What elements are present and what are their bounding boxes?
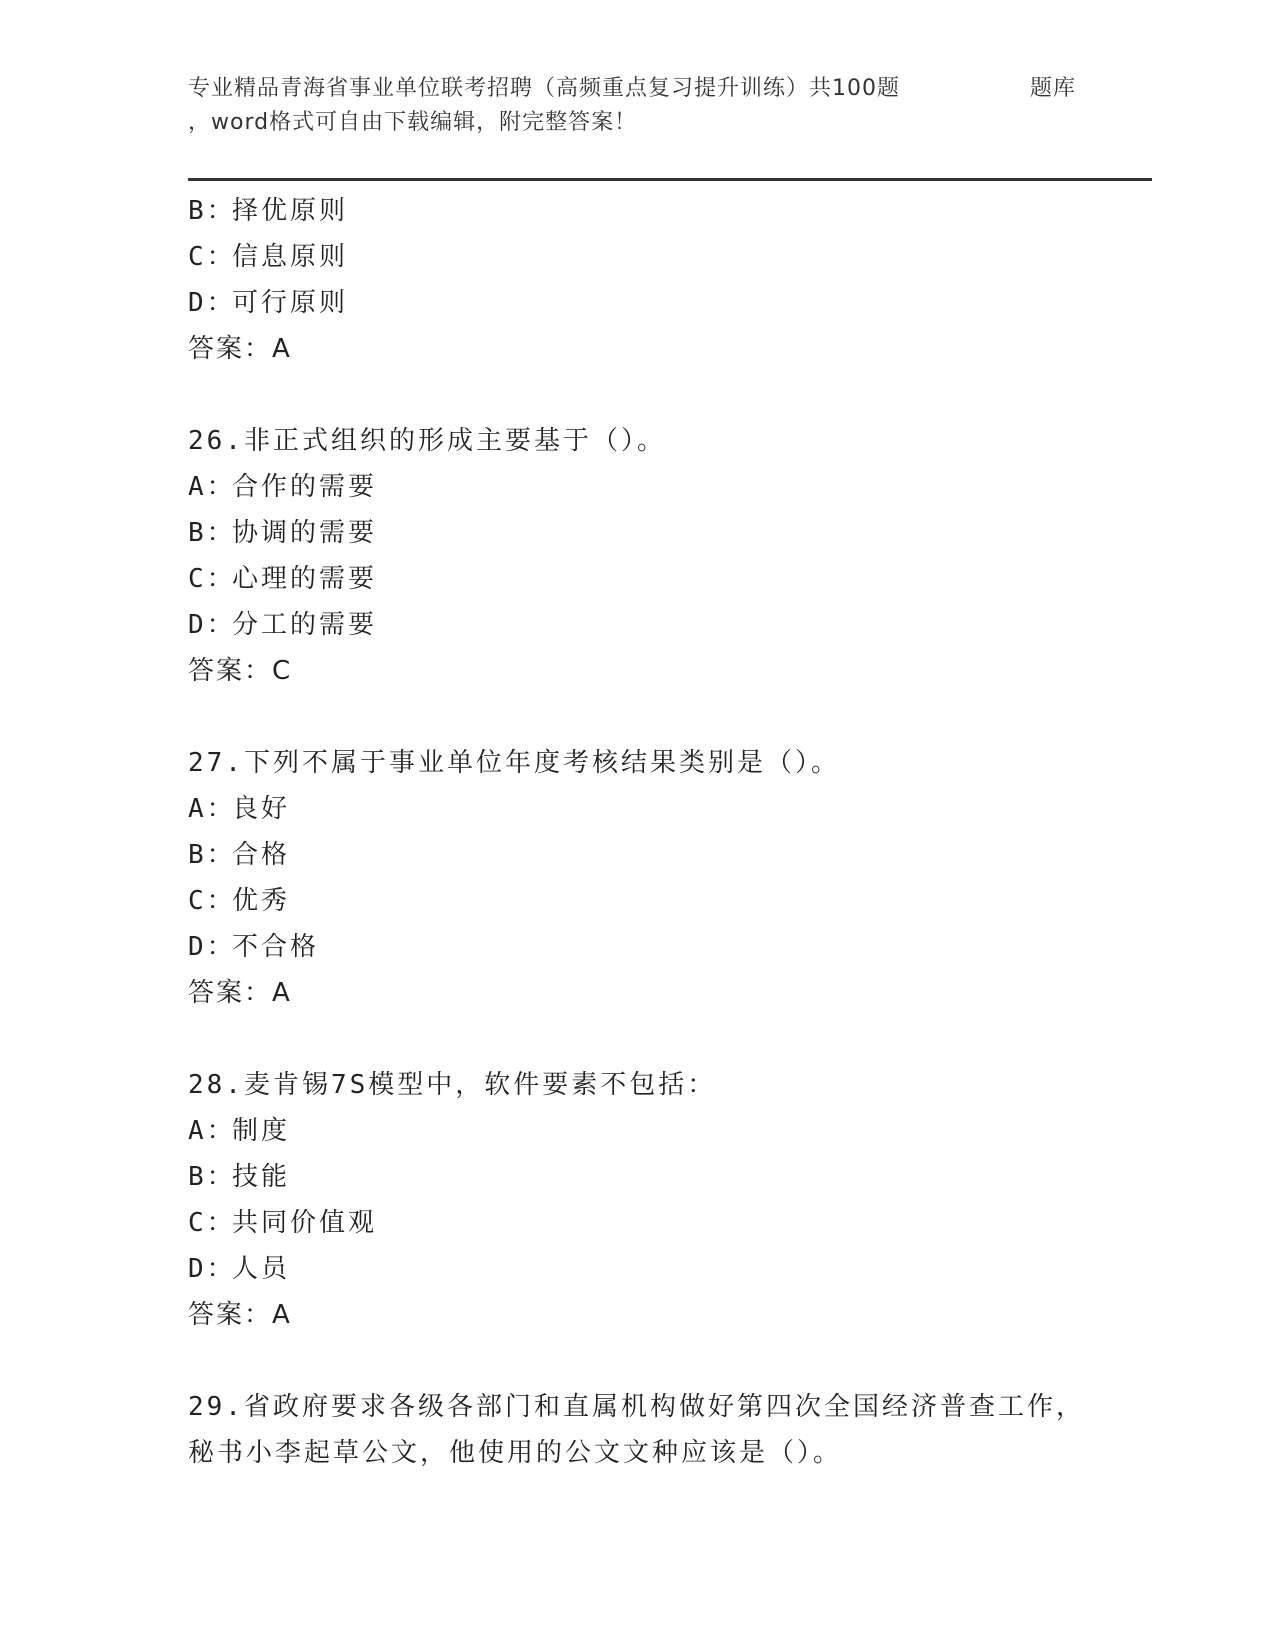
question-stem: 27.下列不属于事业单位年度考核结果类别是（）。 [188,748,840,778]
option-key: D： [188,1254,236,1284]
question-stem: 26.非正式组织的形成主要基于（）。 [188,426,666,456]
header-line-2: ，word格式可自由下载编辑，附完整答案！ [188,110,638,135]
option-key: B： [188,518,236,548]
header-line-1 [188,72,1148,106]
option-row [188,234,1148,280]
option-text: 分工的需要 [232,610,378,640]
option-key: A： [188,472,236,502]
option-key: C： [188,242,236,272]
answer-line: 答案：A [188,334,292,364]
option-row [188,1200,1148,1246]
option-text: 技能 [232,1162,291,1192]
answer-line: 答案：A [188,1300,292,1330]
header-divider [188,178,1152,181]
option-text: 制度 [232,1116,291,1146]
option-text: 心理的需要 [232,564,378,594]
question-29 [188,1384,1148,1476]
option-key: B： [188,1162,236,1192]
option-row [188,1108,1148,1154]
question-stem: 29.省政府要求各级各部门和直属机构做好第四次全国经济普查工作，秘书小李起草公文，他使用的公文文种应该是（）。 [188,1392,1085,1468]
option-row [188,1154,1148,1200]
option-text: 择优原则 [232,196,349,226]
option-key: C： [188,1208,236,1238]
option-text: 优秀 [232,886,291,916]
option-row [188,1246,1148,1292]
option-text: 合作的需要 [232,472,378,502]
option-text: 协调的需要 [232,518,378,548]
option-row [188,556,1148,602]
question-27 [188,740,1148,1016]
option-row [188,188,1148,234]
question-28 [188,1062,1148,1338]
option-key: D： [188,932,236,962]
option-row [188,832,1148,878]
option-row [188,602,1148,648]
option-key: A： [188,1116,236,1146]
option-key: D： [188,288,236,318]
question-list [188,188,1148,1476]
header-title: 专业精品青海省事业单位联考招聘（高频重点复习提升训练）共100题 [188,76,900,101]
option-row [188,786,1148,832]
option-key: C： [188,564,236,594]
option-text: 合格 [232,840,291,870]
answer-line: 答案：A [188,978,292,1008]
option-key: B： [188,840,236,870]
question-25-tail [188,188,1148,372]
option-row [188,510,1148,556]
option-text: 共同价值观 [232,1208,378,1238]
option-text: 人员 [232,1254,291,1284]
option-row [188,924,1148,970]
question-26 [188,418,1148,694]
page-header [188,72,1148,140]
option-text: 可行原则 [232,288,349,318]
option-key: A： [188,794,236,824]
option-row [188,280,1148,326]
option-text: 不合格 [232,932,320,962]
header-tag: 题库 [1030,76,1077,101]
option-row [188,464,1148,510]
option-key: C： [188,886,236,916]
option-key: B： [188,196,236,226]
option-key: D： [188,610,236,640]
question-stem: 28.麦肯锡7S模型中，软件要素不包括： [188,1070,717,1100]
option-text: 良好 [232,794,291,824]
option-text: 信息原则 [232,242,349,272]
option-row [188,878,1148,924]
answer-line: 答案：C [188,656,293,686]
